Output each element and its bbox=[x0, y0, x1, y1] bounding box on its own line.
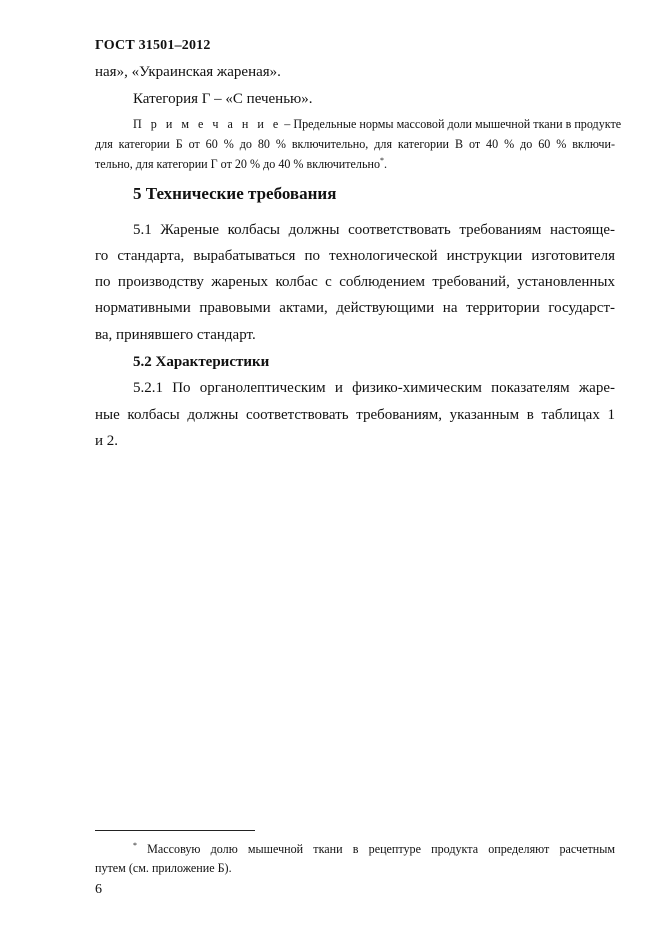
note-line-3-end: . bbox=[384, 157, 388, 171]
note-label: П р и м е ч а н и е bbox=[133, 117, 282, 131]
note-line-1-text: – Предельные нормы массовой доли мышечной ткани в продукте bbox=[281, 117, 622, 131]
intro-continuation: ная», «Украинская жареная». bbox=[95, 64, 281, 80]
p51-line-4: нормативными правовыми актами, действующими на территории государст- bbox=[95, 300, 615, 316]
p521-line-2: ные колбасы должны соответствовать требованиям, указанным в таблицах 1 bbox=[95, 407, 615, 423]
page-number: 6 bbox=[95, 882, 102, 897]
p51-line-3: по производству жареных колбас с соблюдением требований, установленных bbox=[95, 274, 615, 290]
footnote-line-1 bbox=[133, 842, 615, 857]
footnote-line-1-text: Массовую долю мышечной ткани в рецептуре продукта определяют расчетным bbox=[137, 842, 615, 856]
p51-line-2: го стандарта, вырабатываться по технологической инструкции изготовителя bbox=[95, 248, 615, 264]
note-line-3 bbox=[95, 157, 387, 172]
note-line-1 bbox=[133, 117, 622, 132]
p51-line-1: 5.1 Жареные колбасы должны соответствовать требованиям настояще- bbox=[133, 222, 615, 238]
note-line-2: для категории Б от 60 % до 80 % включительно, для категории В от 40 % до 60 % включи- bbox=[95, 137, 615, 151]
document-header: ГОСТ 31501–2012 bbox=[95, 38, 211, 53]
footnote-mark: * bbox=[133, 840, 137, 850]
category-g-line: Категория Г – «С печенью». bbox=[133, 91, 313, 107]
note-footnote-mark: * bbox=[380, 155, 384, 165]
section-5-heading: 5 Технические требования bbox=[133, 184, 337, 203]
p521-line-3: и 2. bbox=[95, 433, 119, 449]
note-line-3-text: тельно, для категории Г от 20 % до 40 % включительно bbox=[95, 157, 380, 171]
footnote-line-2: путем (см. приложение Б). bbox=[95, 861, 232, 875]
subsection-5-2-heading: 5.2 Характеристики bbox=[133, 354, 270, 370]
p521-line-1: 5.2.1 По органолептическим и физико-химическим показателям жаре- bbox=[133, 380, 615, 396]
p51-line-5: ва, принявшего стандарт. bbox=[95, 327, 256, 343]
footnote-separator bbox=[95, 830, 255, 831]
